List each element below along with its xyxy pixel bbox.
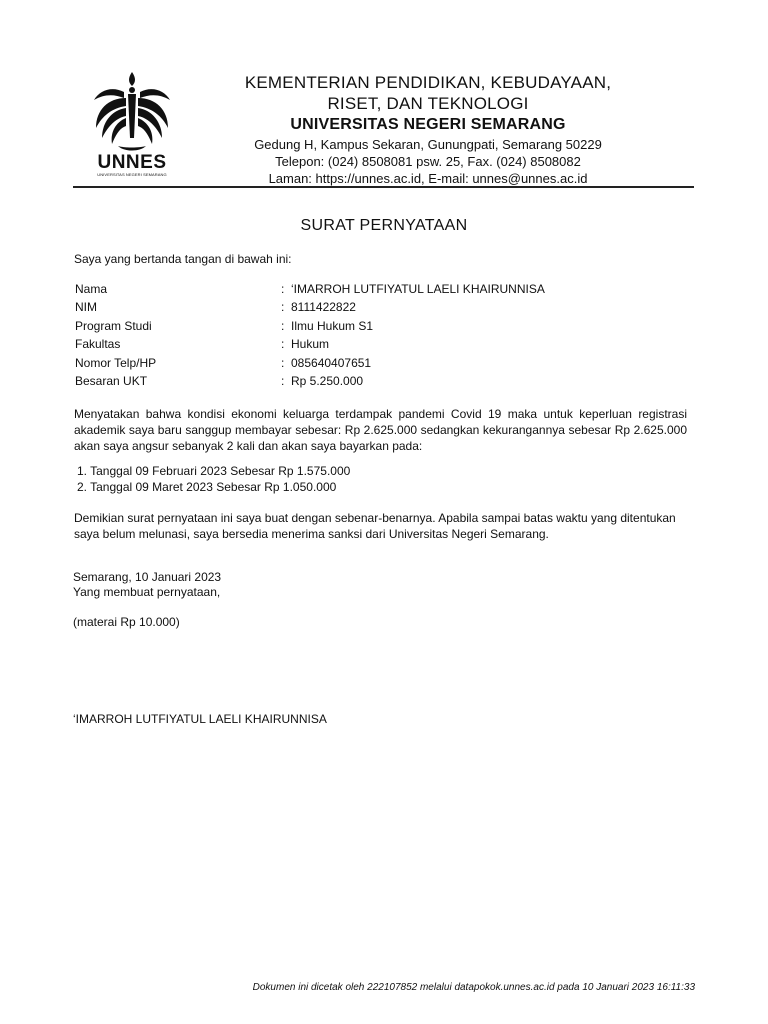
closing-paragraph: Demikian surat pernyataan ini saya buat dengan sebenar-benarnya. Apabila sampai batas waktu yang ditentukan saya belum melunasi, saya bersedia menerima sanksi dari Universitas Negeri Semarang. — [74, 511, 676, 541]
letterhead-divider — [73, 186, 694, 188]
field-label: Program Studi — [75, 318, 152, 333]
field-colon: : — [281, 337, 285, 352]
field-colon: : — [281, 373, 285, 388]
field-value: 8111422822 — [291, 300, 356, 315]
field-row-nomor-telp — [74, 356, 687, 374]
field-value: Hukum — [291, 337, 330, 352]
logo-subtext: UNIVERSITAS NEGERI SEMARANG — [97, 172, 167, 177]
unnes-emblem-icon — [88, 68, 176, 156]
field-colon: : — [281, 318, 285, 333]
installment-item: 1. Tanggal 09 Februari 2023 Sebesar Rp 1.575.000 — [77, 464, 351, 478]
field-value: 085640407651 — [291, 355, 372, 370]
field-row-nama — [74, 282, 687, 300]
place-date: Semarang, 10 Januari 2023 — [73, 570, 222, 584]
university-name: UNIVERSITAS NEGERI SEMARANG — [290, 116, 566, 133]
intro-text: Saya yang bertanda tangan di bawah ini: — [74, 252, 292, 266]
letterhead — [210, 72, 646, 187]
installment-list — [77, 463, 350, 495]
field-colon: : — [281, 300, 285, 315]
field-label: Besaran UKT — [75, 373, 148, 388]
statement-paragraph: Menyatakan bahwa kondisi ekonomi keluarga terdampak pandemi Covid 19 maka untuk keperluan registrasi akademik saya baru sanggup membayar sebesar: Rp 2.625.000 sedangkan kekurangannya sebesar Rp 2.625.000 akan saya angsur sebanyak 2 kali dan akan saya bayarkan pada: — [74, 407, 687, 453]
print-footer: Dokumen ini dicetak oleh 222107852 melalui datapokok.unnes.ac.id pada 10 Januari 2023 16:11:33 — [252, 982, 695, 993]
ministry-line-1: KEMENTERIAN PENDIDIKAN, KEBUDAYAAN, — [244, 73, 612, 92]
address-line: Gedung H, Kampus Sekaran, Gunungpati, Semarang 50229 — [254, 137, 602, 152]
field-label: Fakultas — [75, 337, 121, 352]
installment-item: 2. Tanggal 09 Maret 2023 Sebesar Rp 1.050.000 — [77, 480, 337, 494]
ministry-line-2: RISET, DAN TEKNOLOGI — [327, 94, 529, 113]
field-label: NIM — [75, 300, 97, 315]
field-colon: : — [281, 282, 285, 296]
identity-fields — [74, 282, 687, 392]
unnes-logo — [88, 68, 176, 180]
logo-wordmark: UNNES — [97, 152, 167, 173]
field-colon: : — [281, 355, 285, 370]
web-email-line: Laman: https://unnes.ac.id, E-mail: unnes@unnes.ac.id — [268, 171, 588, 186]
document-title: SURAT PERNYATAAN — [300, 217, 468, 234]
field-label: Nama — [75, 282, 108, 296]
field-value: ‘IMARROH LUTFIYATUL LAELI KHAIRUNNISA — [291, 282, 545, 296]
signer-caption: Yang membuat pernyataan, — [73, 585, 221, 599]
field-row-besaran-ukt — [74, 374, 687, 392]
field-value: Ilmu Hukum S1 — [291, 318, 374, 333]
signer-name: ‘IMARROH LUTFIYATUL LAELI KHAIRUNNISA — [73, 712, 327, 726]
materai-note: (materai Rp 10.000) — [73, 615, 180, 629]
signature-block — [73, 570, 221, 600]
field-row-fakultas — [74, 337, 687, 355]
field-label: Nomor Telp/HP — [75, 355, 157, 370]
field-value: Rp 5.250.000 — [291, 373, 364, 388]
phone-line: Telepon: (024) 8508081 psw. 25, Fax. (024) 8508082 — [275, 154, 581, 169]
field-row-program-studi — [74, 319, 687, 337]
field-row-nim — [74, 300, 687, 318]
